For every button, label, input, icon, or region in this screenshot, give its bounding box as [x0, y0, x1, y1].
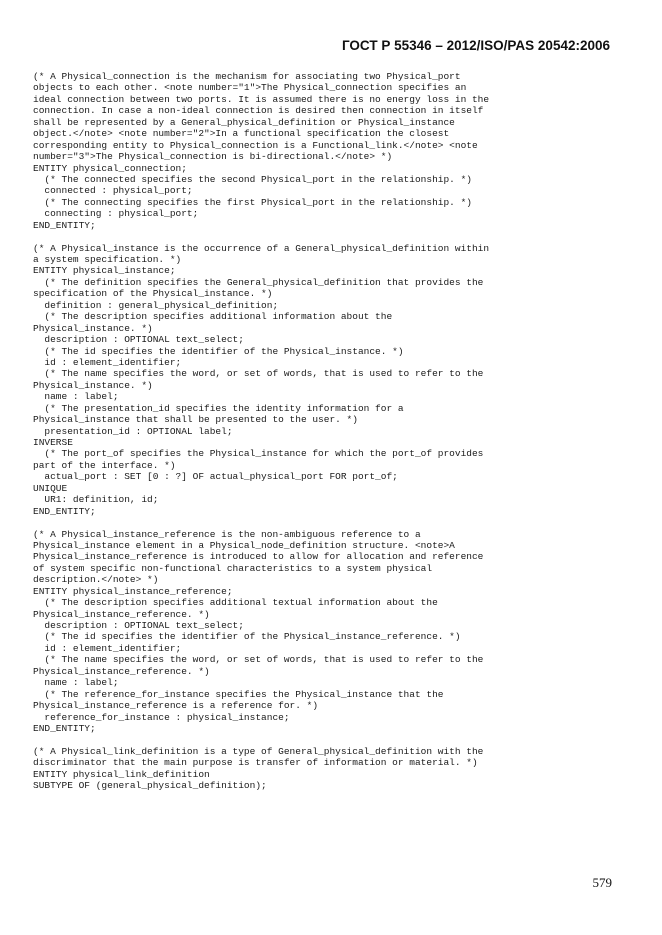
code-line: number="3">The Physical_connection is bi-directional.</note> *) [33, 151, 393, 163]
code-line: of system specific non-functional characteristics to a system physical [33, 562, 433, 574]
code-line: presentation_id : OPTIONAL label; [33, 425, 233, 437]
code-line: ENTITY physical_connection; [33, 162, 187, 174]
code-line: ENTITY physical_link_definition [33, 768, 210, 780]
code-line: ideal connection between two ports. It is assumed there is no energy loss in the [33, 93, 490, 105]
code-line: SUBTYPE OF (general_physical_definition); [33, 780, 267, 792]
code-line: actual_port : SET [0 : ?] OF actual_physical_port FOR port_of; [33, 471, 398, 483]
code-line: (* The port_of specifies the Physical_instance for which the port_of provides [33, 448, 484, 460]
code-line: Physical_instance that shall be presented to the user. *) [33, 414, 358, 426]
code-line: (* The id specifies the identifier of the Physical_instance_reference. *) [33, 631, 461, 643]
code-line: (* The description specifies additional information about the [33, 311, 393, 323]
code-line: (* The description specifies additional textual information about the [33, 597, 438, 609]
code-line: Physical_instance. *) [33, 379, 153, 391]
code-line: (* The name specifies the word, or set of words, that is used to refer to the [33, 368, 484, 380]
code-line: definition : general_physical_definition; [33, 299, 279, 311]
code-line: description : OPTIONAL text_select; [33, 334, 244, 346]
code-line [33, 734, 633, 745]
code-line: name : label; [33, 391, 119, 403]
code-line: (* The connecting specifies the first Physical_port in the relationship. *) [33, 196, 472, 208]
code-line: Physical_instance_reference is introduced to allow for allocation and reference [33, 551, 484, 563]
express-code-block [33, 71, 633, 792]
code-line: (* The name specifies the word, or set of words, that is used to refer to the [33, 654, 484, 666]
code-line: (* A Physical_instance_reference is the non-ambiguous reference to a [33, 528, 421, 540]
code-line: UNIQUE [33, 482, 68, 494]
code-line: Physical_instance_reference. *) [33, 608, 210, 620]
code-line: END_ENTITY; [33, 505, 96, 517]
code-line [33, 517, 633, 528]
page-header-title: ГОСТ Р 55346 – 2012/ISO/PAS 20542:2006 [341, 38, 610, 53]
code-line: connecting : physical_port; [33, 208, 199, 220]
code-line: name : label; [33, 677, 119, 689]
code-line: (* A Physical_instance is the occurrence of a General_physical_definition within [33, 242, 490, 254]
code-line: object.</note> <note number="2">In a functional specification the closest [33, 128, 450, 140]
code-line: shall be represented by a General_physical_definition or Physical_instance [33, 116, 455, 128]
code-line: ENTITY physical_instance_reference; [33, 585, 233, 597]
code-line: (* The definition specifies the General_physical_definition that provides the [33, 276, 484, 288]
code-line: (* The id specifies the identifier of the Physical_instance. *) [33, 345, 404, 357]
code-line [33, 231, 633, 242]
code-line: reference_for_instance : physical_instance; [33, 711, 290, 723]
code-line: connection. In case a non-ideal connection is desired then connection in itself [33, 105, 484, 117]
code-line: Physical_instance_reference. *) [33, 665, 210, 677]
code-line: description.</note> *) [33, 574, 159, 586]
code-line: UR1: definition, id; [33, 494, 159, 506]
code-line: ENTITY physical_instance; [33, 265, 176, 277]
code-line: END_ENTITY; [33, 722, 96, 734]
code-line: part of the interface. *) [33, 459, 176, 471]
code-line: id : element_identifier; [33, 642, 182, 654]
code-line: Physical_instance element in a Physical_node_definition structure. <note>A [33, 539, 455, 551]
code-line: (* The presentation_id specifies the identity information for a [33, 402, 404, 414]
code-line: INVERSE [33, 437, 73, 448]
code-line: (* The connected specifies the second Physical_port in the relationship. *) [33, 173, 472, 185]
code-line: discriminator that the main purpose is transfer of information or material. *) [33, 757, 478, 769]
code-line: a system specification. *) [33, 254, 182, 265]
code-line: END_ENTITY; [33, 219, 96, 231]
code-line: id : element_identifier; [33, 356, 182, 368]
code-line: connected : physical_port; [33, 185, 193, 197]
code-line: (* A Physical_connection is the mechanism for associating two Physical_port [33, 71, 461, 82]
code-line: Physical_instance. *) [33, 322, 153, 334]
page-number: 579 [592, 875, 612, 890]
code-line: specification of the Physical_instance. *) [33, 288, 273, 300]
code-line: objects to each other. <note number="1">The Physical_connection specifies an [33, 82, 467, 94]
code-line: (* A Physical_link_definition is a type of General_physical_definition with the [33, 745, 484, 757]
code-line: Physical_instance_reference is a reference for. *) [33, 700, 319, 712]
code-line: corresponding entity to Physical_connection is a Functional_link.</note> <note [33, 139, 478, 151]
code-line: (* The reference_for_instance specifies the Physical_instance that the [33, 688, 444, 700]
code-line: description : OPTIONAL text_select; [33, 620, 244, 631]
